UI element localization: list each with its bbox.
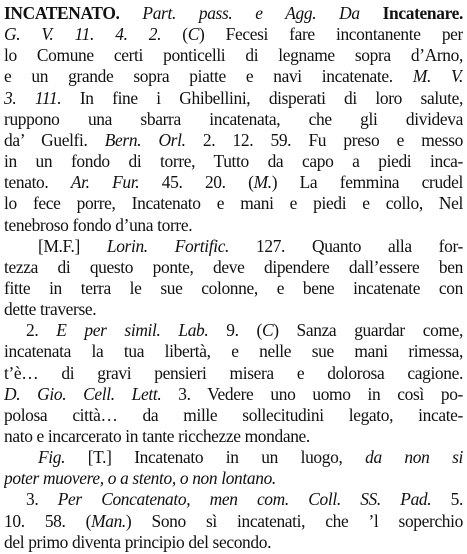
text-segment: 10. 58. ( — [4, 510, 92, 531]
italic-text: poter muovere, o a stento, o non lontano. — [4, 468, 276, 489]
italic-text: Lorin. Fortific. — [106, 235, 230, 256]
italic-text: M. — [253, 172, 272, 193]
italic-text: D. Gio. Cell. Lett. — [4, 383, 162, 404]
text-line — [4, 530, 463, 554]
text-segment: 45. 20. ( — [139, 172, 254, 193]
text-segment: t’è… di gravi pensieri misera e dolorosa cagione. — [4, 362, 463, 383]
text-segment: polosa città… da mille sollecitudini legato, incate- — [4, 404, 463, 425]
text-segment — [120, 3, 143, 23]
text-segment: ruppono una sbarra incatenata, che gli divideva — [4, 108, 463, 129]
text-segment: tenato. — [4, 172, 71, 193]
italic-text: G. V. 11. 4. 2. — [4, 24, 162, 45]
text-segment: [T.] Incatenato in un luogo, — [65, 447, 366, 468]
text-segment: e un grande sopra piatte e navi incatenate. — [4, 66, 413, 87]
text-segment: fitte in terra le sue colonne, e bene incatenate con — [4, 277, 463, 298]
text-segment: 5. — [431, 489, 463, 510]
headword-text: Incatenare. — [382, 3, 463, 23]
italic-text: Part. pass. e Agg. Da — [142, 3, 383, 23]
italic-text: C — [261, 320, 274, 341]
text-segment: in un fondo di torre, Tutto da capo a piedi inca- — [4, 151, 463, 172]
text-segment: incatenata la tua libertà, e nelle sue mani rimessa, — [4, 341, 463, 362]
text-segment: 2. 12. 59. Fu preso e messo — [185, 129, 463, 150]
headword-text: INCATENATO. — [4, 3, 120, 23]
text-segment: 9. ( — [208, 320, 262, 341]
text-segment: lo Comune certi ponticelli di legname sopra d’Arno, — [4, 45, 463, 66]
text-segment: tezza di questo ponte, deve dipendere dall’essere ben — [4, 256, 463, 277]
italic-text: da non si — [365, 447, 463, 468]
text-segment: In fine i Ghibellini, disperati di loro salute, — [61, 87, 463, 108]
text-segment: 127. Quanto alla for- — [229, 235, 463, 256]
text-segment: ) Sono sì incatenati, che ’l soperchio — [125, 510, 463, 531]
text-segment: 3. — [26, 489, 58, 510]
text-segment: 3. Vedere uno uomo in così po- — [161, 383, 463, 404]
text-segment: del primo diventa principio del secondo. — [4, 531, 272, 552]
text-segment: [M.F.] — [38, 235, 107, 256]
text-segment: lo fece porre, Incatenato e mani e piedi e collo, Nel — [4, 193, 463, 214]
italic-text: Per Concatenato, men com. Coll. SS. Pad. — [57, 489, 432, 510]
italic-text: C — [187, 24, 199, 45]
text-segment: nato e incarcerato in tante ricchezze mondane. — [4, 426, 310, 446]
text-segment: ) Sanza guardar come, — [273, 320, 463, 341]
italic-text: Ar. Fur. — [70, 172, 140, 193]
text-segment: dette traverse. — [4, 299, 97, 320]
text-segment: 2. — [26, 320, 57, 341]
italic-text: Fig. — [38, 447, 66, 468]
italic-text: E per simil. Lab. — [56, 320, 209, 341]
text-segment: ) Fecesi fare incontanente per — [199, 24, 463, 45]
italic-text: Man. — [91, 510, 126, 531]
text-segment: ) La femmina crudel — [271, 172, 463, 193]
italic-text: Bern. Orl. — [104, 129, 186, 150]
text-segment: ( — [161, 24, 188, 45]
text-segment: tenebroso fondo d’una torre. — [4, 214, 193, 235]
italic-text: M. V. — [412, 66, 463, 87]
text-segment: da’ Guelfi. — [4, 129, 105, 150]
italic-text: 3. 111. — [4, 87, 62, 108]
